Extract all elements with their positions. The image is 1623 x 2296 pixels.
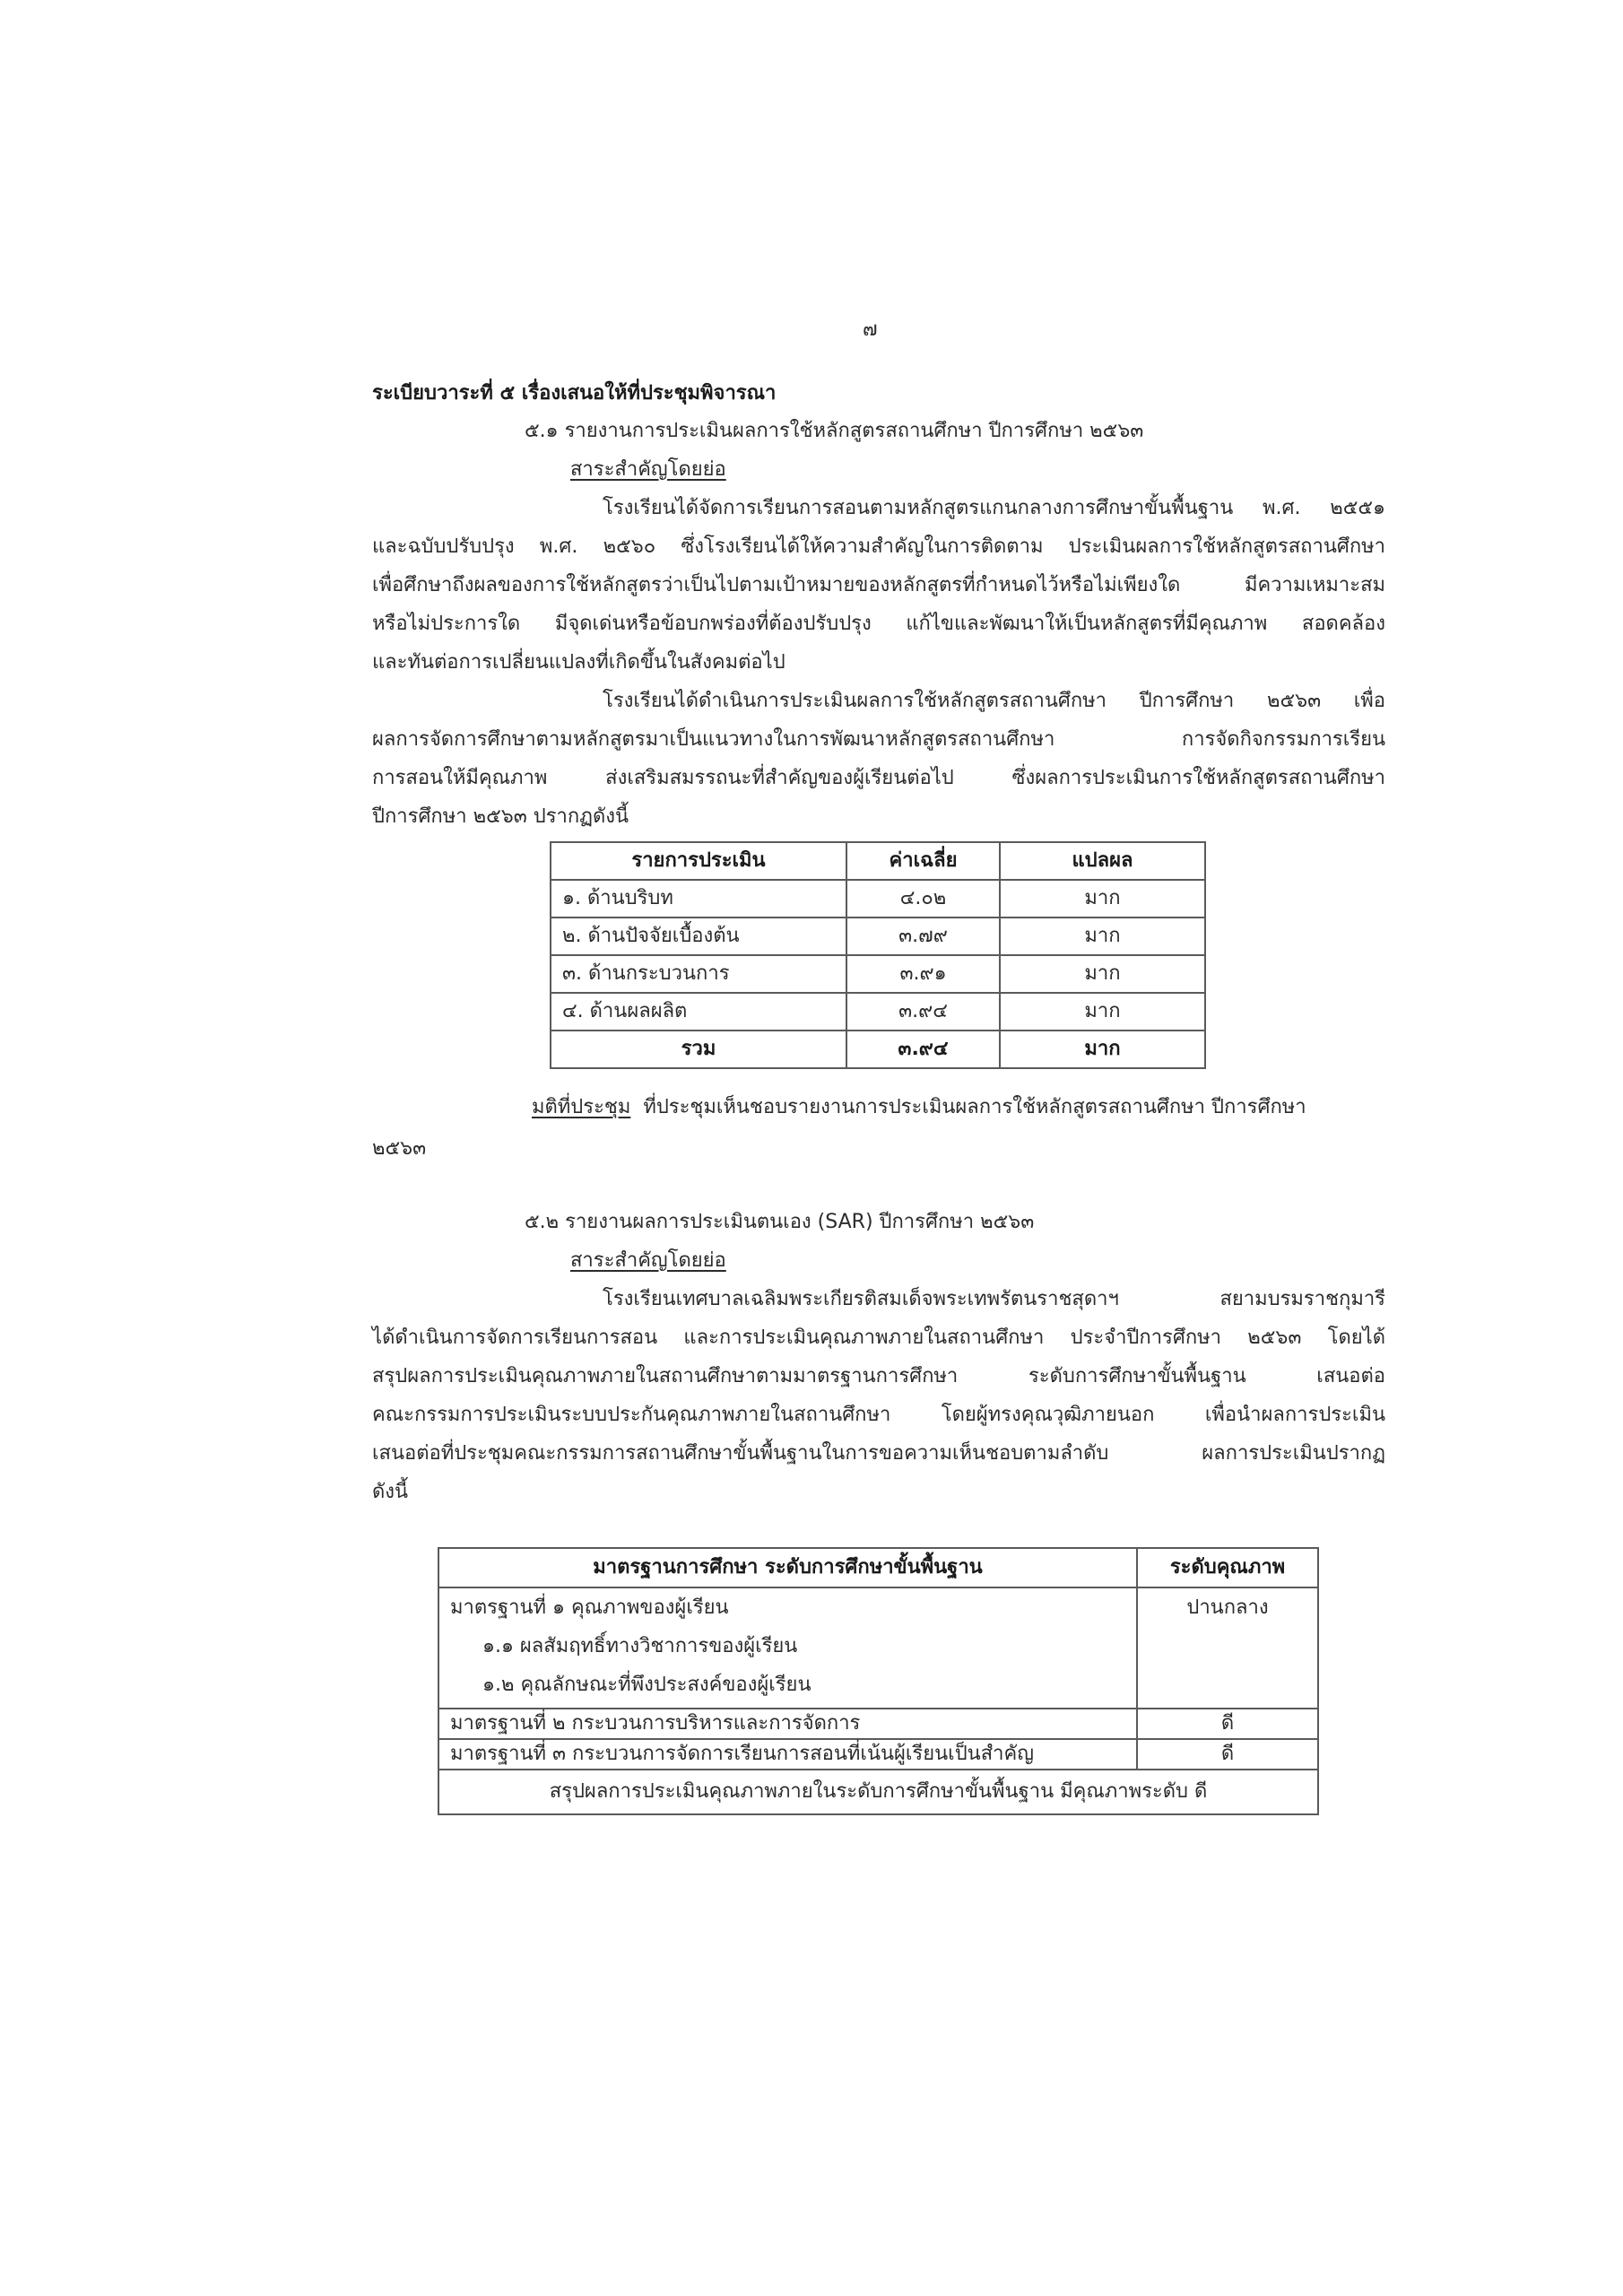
cell-mean: ๓.๗๙ <box>846 918 1000 955</box>
paragraph-line: คณะกรรมการประเมินระบบประกันคุณภาพภายในสถานศึกษา โดยผู้ทรงคุณวุฒิภายนอก เพื่อนำผลการประเมิน <box>372 1404 1385 1426</box>
cell-standard-2-level: ดี <box>1137 1709 1318 1739</box>
table-row <box>551 880 1205 918</box>
paragraph-line: เพื่อศึกษาถึงผลของการใช้หลักสูตรว่าเป็นไปตามเป้าหมายของหลักสูตรที่กำหนดไว้หรือไม่เพียงใด มีความเหมาะสม <box>372 574 1385 596</box>
paragraph-line: เสนอต่อที่ประชุมคณะกรรมการสถานศึกษาขั้นพื้นฐานในการขอความเห็นชอบตามลำดับ ผลการประเมินปรากฏ <box>372 1442 1385 1465</box>
cell-mean: ๓.๙๔ <box>846 993 1000 1031</box>
header-quality-level: ระดับคุณภาพ <box>1137 1548 1318 1587</box>
cell-interpretation: มาก <box>1000 880 1205 918</box>
paragraph-line: โรงเรียนได้จัดการเรียนการสอนตามหลักสูตรแกนกลางการศึกษาขั้นพื้นฐาน พ.ศ. ๒๕๕๑ <box>603 497 1385 519</box>
cell-total-mean: ๓.๙๔ <box>846 1031 1000 1068</box>
paragraph-line: และทันต่อการเปลี่ยนแปลงที่เกิดขึ้นในสังคมต่อไป <box>372 651 785 674</box>
section-5-1-title: ๕.๑ รายงานการประเมินผลการใช้หลักสูตรสถานศึกษา ปีการศึกษา ๒๕๖๓ <box>525 420 1144 442</box>
curriculum-evaluation-table <box>550 841 1206 1069</box>
standard-1-sub-2: ๑.๒ คุณลักษณะที่พึงประสงค์ของผู้เรียน <box>482 1674 812 1696</box>
page-number: ๗ <box>863 318 878 341</box>
paragraph-line: สรุปผลการประเมินคุณภาพภายในสถานศึกษาตามมาตรฐานการศึกษา ระดับการศึกษาขั้นพื้นฐาน เสนอต่อ <box>372 1365 1385 1387</box>
cell-mean: ๓.๙๑ <box>846 955 1000 993</box>
cell-total-interpretation: มาก <box>1000 1031 1205 1068</box>
paragraph-line: และฉบับปรับปรุง พ.ศ. ๒๕๖๐ ซึ่งโรงเรียนได้ให้ความสำคัญในการติดตาม ประเมินผลการใช้หลักสูตรสถานศึกษา <box>372 535 1385 558</box>
cell-item: ๔. ด้านผลผลิต <box>551 993 846 1031</box>
standard-1-sub-1: ๑.๑ ผลสัมฤทธิ์ทางวิชาการของผู้เรียน <box>482 1635 798 1657</box>
paragraph-line: โรงเรียนเทศบาลเฉลิมพระเกียรติสมเด็จพระเทพรัตนราชสุดาฯ สยามบรมราชกุมารี <box>603 1288 1385 1310</box>
cell-standard-2: มาตรฐานที่ ๒ กระบวนการบริหารและการจัดการ <box>438 1709 1137 1739</box>
section-5-2-summary-label: สาระสำคัญโดยย่อ <box>570 1249 726 1272</box>
cell-standard-3-level: ดี <box>1137 1739 1318 1770</box>
cell-total-label: รวม <box>551 1031 846 1068</box>
resolution-label: มติที่ประชุม <box>532 1096 631 1118</box>
table-summary-row <box>438 1770 1318 1814</box>
resolution-text: ที่ประชุมเห็นชอบรายงานการประเมินผลการใช้หลักสูตรสถานศึกษา ปีการศึกษา <box>643 1096 1306 1118</box>
paragraph-line: ดังนี้ <box>372 1481 409 1503</box>
resolution-text-continued: ๒๕๖๓ <box>372 1137 427 1160</box>
table-header-row <box>438 1548 1318 1587</box>
paragraph-line: โรงเรียนได้ดำเนินการประเมินผลการใช้หลักสูตรสถานศึกษา ปีการศึกษา ๒๕๖๓ เพื่อ <box>603 690 1385 712</box>
table-row <box>551 918 1205 955</box>
cell-interpretation: มาก <box>1000 955 1205 993</box>
paragraph-line: หรือไม่ประการใด มีจุดเด่นหรือข้อบกพร่องที่ต้องปรับปรุง แก้ไขและพัฒนาให้เป็นหลักสูตรที่มีคุณภาพ สอดคล้อง <box>372 613 1385 635</box>
table-row <box>551 993 1205 1031</box>
header-standard: มาตรฐานการศึกษา ระดับการศึกษาขั้นพื้นฐาน <box>438 1548 1137 1587</box>
table-header-row <box>551 842 1205 880</box>
resolution-line <box>532 1088 1306 1126</box>
cell-standard-1 <box>438 1587 1137 1709</box>
paragraph-line: การสอนให้มีคุณภาพ ส่งเสริมสมรรถนะที่สำคัญของผู้เรียนต่อไป ซึ่งผลการประเมินการใช้หลักสูตรสถานศึกษา <box>372 767 1385 789</box>
paragraph-line: ผลการจัดการศึกษาตามหลักสูตรมาเป็นแนวทางในการพัฒนาหลักสูตรสถานศึกษา การจัดกิจกรรมการเรียน <box>372 728 1385 751</box>
header-evaluation-item: รายการประเมิน <box>551 842 846 880</box>
table-row <box>438 1587 1318 1709</box>
cell-interpretation: มาก <box>1000 918 1205 955</box>
standard-1-title: มาตรฐานที่ ๑ คุณภาพของผู้เรียน <box>450 1596 729 1619</box>
cell-item: ๑. ด้านบริบท <box>551 880 846 918</box>
sar-standards-table <box>438 1547 1319 1815</box>
section-5-1-summary-label: สาระสำคัญโดยย่อ <box>570 458 726 481</box>
table-row <box>551 955 1205 993</box>
section-5-2-title: ๕.๒ รายงานผลการประเมินตนเอง (SAR) ปีการศึกษา ๒๕๖๓ <box>525 1211 1035 1233</box>
table-total-row <box>551 1031 1205 1068</box>
cell-summary: สรุปผลการประเมินคุณภาพภายในระดับการศึกษาขั้นพื้นฐาน มีคุณภาพระดับ ดี <box>438 1770 1318 1814</box>
cell-item: ๓. ด้านกระบวนการ <box>551 955 846 993</box>
cell-standard-1-level: ปานกลาง <box>1137 1587 1318 1709</box>
cell-interpretation: มาก <box>1000 993 1205 1031</box>
table-row <box>438 1709 1318 1739</box>
header-mean: ค่าเฉลี่ย <box>846 842 1000 880</box>
paragraph-line: ได้ดำเนินการจัดการเรียนการสอน และการประเมินคุณภาพภายในสถานศึกษา ประจำปีการศึกษา ๒๕๖๓ โดยได้ <box>372 1326 1385 1349</box>
cell-mean: ๔.๐๒ <box>846 880 1000 918</box>
agenda-heading: ระเบียบวาระที่ ๕ เรื่องเสนอให้ที่ประชุมพิจารณา <box>372 382 777 404</box>
cell-item: ๒. ด้านปัจจัยเบื้องต้น <box>551 918 846 955</box>
header-interpretation: แปลผล <box>1000 842 1205 880</box>
paragraph-line: ปีการศึกษา ๒๕๖๓ ปรากฏดังนี้ <box>372 805 629 828</box>
cell-standard-3: มาตรฐานที่ ๓ กระบวนการจัดการเรียนการสอนที่เน้นผู้เรียนเป็นสำคัญ <box>438 1739 1137 1770</box>
table-row <box>438 1739 1318 1770</box>
